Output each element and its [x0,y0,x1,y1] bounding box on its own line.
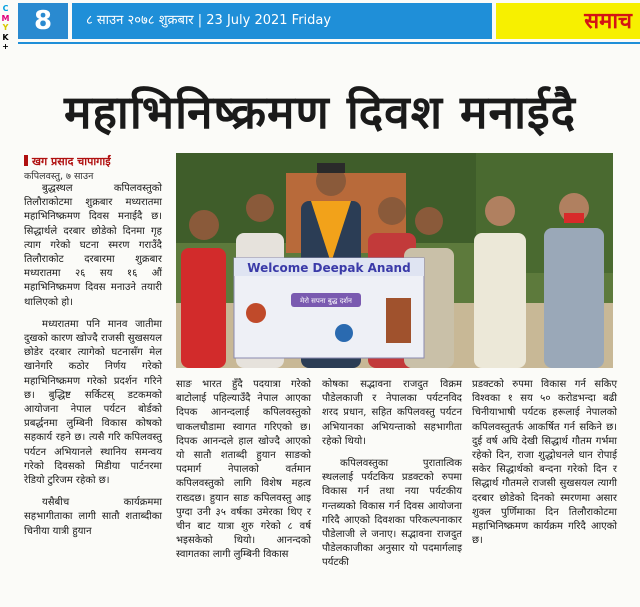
cmyk-registration-marks [1,4,10,52]
article-column-1 [24,182,162,547]
page-number: 8 [18,3,68,39]
cmyk-letter-c: C [2,4,9,13]
cmyk-letter-plus: + [2,42,9,51]
page-header [18,3,640,43]
dateline: ८ साउन २०७८ शुक्रबार | 23 July 2021 Friday [72,3,492,39]
dateline-location: कपिलवस्तु, ७ साउन [24,171,94,182]
news-photo [176,153,613,368]
article-column-3 [322,378,462,579]
cmyk-letter-m: M [1,13,10,23]
headline: महाभिनिष्क्रमण दिवश मनाईदै [63,85,577,139]
paragraph: मध्यरातमा पनि मानव जातीमा दुखको कारण खोज्दै राजसी सुखसयल छोडेर दरबार त्यागेको घटनासँग मेल खानेगरि कठोर निर्णय गरेको महाभिनिष्क्रमण गरेको प्रदर्शन गरिने छ। बुद्धिष्ट सर्किटस् डटकमको आयोजना नेपाल पर्यटन बोर्डको प्रबर्द्धनमा लुम्बिनी विकास कोषको सहकार्य रहने छ। त्यसै गरि कपिलवस्तु पर्यटन अभियानले स्थानिय समन्वय गरेको दिवसको मिडीया पार्टनरमा रेडियो टुरिजम रहेको छ। [24,318,162,487]
article-column-4 [472,378,617,556]
cmyk-letter-k: K [2,32,9,42]
banner-title: Welcome Deepak Anand [247,261,411,275]
byline-marker [24,155,28,166]
brand-name: समाच [584,8,632,34]
photo-illustration [176,153,613,368]
byline [24,154,111,169]
paragraph: साङ भारत हुँदै पदयात्रा गरेको बाटोलाई पहिल्याउँदै नेपाल आएका दिपक आनन्दलाई कपिलवस्तुको चाकलचौडामा स्वागत गरिएको छ। दिपक आनन्दले हाल खोज्दै आएको यो सातौ शताब्दी हुयान साङको पदमार्ग नेपालको वर्तमान कपिलवस्तुको लागि विशेष महत्व राख्दछ। हुयान साङ कपिलवस्तु आइ पुग्दा उनी ३५ वर्षका उमेरका थिए र चीन बाट यात्रा शुरु गरेको ८ वर्ष भइसकेको थियो। आनन्दको स्वागतका लागी लुम्बिनी विकास [176,379,311,561]
paragraph: यसैबीच कार्यक्रममा सहभागीताका लागी सातौ शताब्दीका चिनीया यात्री हुयान [24,497,162,537]
paragraph: कपिलवस्तुका पुरातात्विक स्थललाई पर्यटकिय प्रडक्टको रुपमा विकास गर्न तथा नया पर्यटकीय गन्तब्यको विकास गर्न दिवस आयोजना गरिदै आएको दिवशका परिकल्पनाकार पौडेलाजी ले जनाए। सद्भावना राजदुत पौडेलकाजीका अनुसार यो पदमार्गलाइ पर्यटकी [322,458,462,569]
cmyk-letter-y: Y [2,23,9,32]
paragraph: बुद्धस्थल कपिलवस्तुको तिलौराकोटमा शुक्रबार मध्यरातमा महाभिनिष्क्रमण दिवस मनाईदै छ। सिद्धार्थले दरबार छोडेको दिनमा गृह त्याग गरेको घटना स्मरण गराउँदै तिलौराकोट दरबारमा शुक्रबार मध्यरातमा २६ सय १६ औं महाभिनिष्क्रमण दिवस मनाउने तयारी थालिएको हो। [24,183,162,308]
banner-subtitle: मेरो सपना बुद्ध दर्शन [300,297,352,305]
article-column-2 [176,378,311,571]
welcome-banner [234,258,424,358]
byline-author: खग प्रसाद चापागाईं [32,155,111,168]
header-rule [18,42,640,44]
brand-box [496,3,640,39]
paragraph: कोषका सद्भावना राजदुत विक्रम पौडेलकाजी र नेपालका पर्यटनविद शरद प्रधान, सहित कपिलवस्तु पर्यटन अभियानका अभियन्ताको सहभागीता रहेको थियो। [322,379,462,447]
paragraph: प्रडक्टको रुपमा विकास गर्न सकिए विश्वका १ सय ५० करोडभन्दा बढी चिनीयाभाषी पर्यटक हरूलाई नेपालको कपिलवस्तुतर्फ आकर्षित गर्न सकिने छ। दुई वर्ष अघि देखी सिद्धार्थ गौतम गर्भमा रहेको दिन, राजा शुद्धोधनले धान रोपाई सकेर सिद्धार्थको बन्दना गरेको दिन र सिद्धार्थ गौतमले राजसी सुखसयल त्यागी दरबार छोडेको दिनको स्मरणमा असार शुक्ल पुर्णिमाका दिन तिलौराकोटमा महाभिनिष्क्रमण कार्यक्रम गरिदै आएको छ। [472,379,617,547]
